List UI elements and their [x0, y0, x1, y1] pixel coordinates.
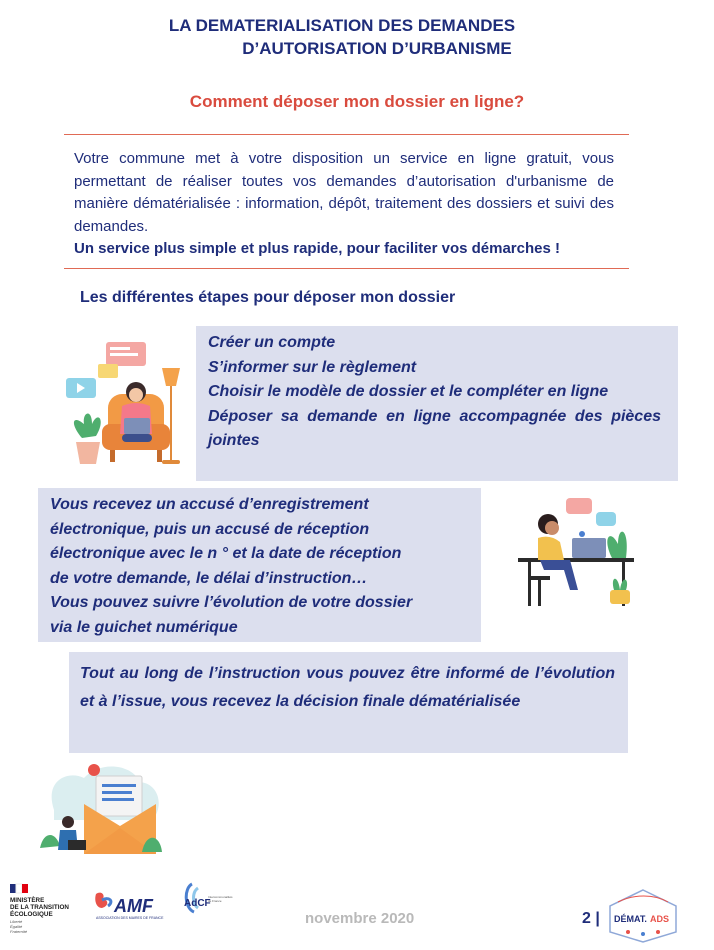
page-title — [0, 14, 714, 60]
svg-text:DE LA TRANSITION: DE LA TRANSITION — [10, 904, 69, 911]
amf-logo — [92, 888, 168, 922]
svg-text:AMF: AMF — [114, 896, 153, 916]
svg-text:MINISTÈRE: MINISTÈRE — [10, 897, 45, 904]
svg-text:ASSOCIATION DES MAIRES DE FRAN: ASSOCIATION DES MAIRES DE FRANCE — [96, 916, 164, 920]
box2-line-5: Vous pouvez suivre l’évolution de votre dossier — [50, 594, 413, 611]
step-box-3 — [69, 652, 628, 753]
svg-text:AdCF: AdCF — [184, 898, 211, 909]
box2-line-4: de votre demande, le délai d’instruction… — [50, 569, 368, 587]
footer-date: novembre 2020 — [305, 910, 415, 927]
box3-text: Tout au long de l’instruction vous pouvez être informé de l’évolution et à l’issue, vous recevez la décision finale dématérialisée — [80, 665, 615, 710]
page-title-line-1: LA DEMATERIALISATION DES DEMANDES — [168, 16, 516, 35]
step-box-2 — [38, 488, 481, 642]
divider-bottom — [64, 268, 629, 269]
step-box-1 — [196, 326, 678, 481]
step-submit-request: Déposer sa demande en ligne accompagnée des pièces jointes — [208, 407, 661, 449]
steps-heading: Les différentes étapes pour déposer mon dossier — [80, 289, 456, 306]
chat-bubble-icon — [566, 498, 592, 514]
adcf-logo — [182, 880, 238, 920]
step-choose-model: Choisir le modèle de dossier et le compléter en ligne — [208, 383, 609, 400]
page-title-line-2: D’AUTORISATION D’URBANISME — [242, 39, 512, 58]
divider-top — [64, 134, 629, 135]
intro-paragraph: Votre commune met à votre disposition un service en ligne gratuit, vous permettant de réaliser toutes vos demandes d’autorisation d'urbanisme de manière dématérialisée : information, dépôt, traitement des dossiers et suivi des demandes. — [74, 150, 614, 235]
svg-text:DÉMAT.: DÉMAT. — [614, 914, 647, 924]
step-create-account: Créer un compte — [208, 334, 336, 351]
svg-text:Égalité: Égalité — [10, 924, 23, 929]
step-read-rules: S’informer sur le règlement — [208, 358, 417, 376]
ui-card-3 — [98, 364, 118, 378]
woman-laptop-illustration — [62, 338, 190, 472]
box2-line-2: électronique, puis un accusé de réception — [50, 520, 370, 538]
svg-text:Intercommunalités: Intercommunalités — [208, 895, 233, 899]
lamp-icon — [162, 368, 180, 386]
box2-line-3: électronique avec le n ° et la date de réception — [50, 545, 402, 562]
laptop-icon — [124, 418, 150, 434]
box2-line-1: Vous recevez un accusé d’enregistrement — [50, 496, 369, 513]
svg-text:ADS: ADS — [650, 914, 670, 924]
demat-ads-logo — [604, 888, 682, 944]
svg-text:ÉCOLOGIQUE: ÉCOLOGIQUE — [10, 911, 53, 918]
subtitle: Comment déposer mon dossier en ligne? — [189, 92, 525, 111]
box2-line-6: via le guichet numérique — [50, 618, 238, 636]
envelope-illustration — [38, 760, 166, 860]
page-number: 2 | — [582, 910, 600, 927]
woman-desk-illustration — [494, 494, 644, 612]
laptop-icon-2 — [572, 538, 606, 558]
svg-text:de France: de France — [208, 899, 222, 903]
plant-icon — [74, 413, 101, 438]
plant-icon-2 — [607, 532, 626, 558]
intro-highlight: Un service plus simple et plus rapide, pour faciliter vos démarches ! — [74, 240, 560, 257]
ministere-logo — [10, 882, 76, 934]
svg-text:Liberté: Liberté — [10, 919, 23, 924]
intro-block — [74, 148, 614, 261]
notification-badge — [88, 764, 100, 776]
desk-icon — [518, 558, 634, 562]
svg-text:Fraternité: Fraternité — [10, 929, 28, 934]
